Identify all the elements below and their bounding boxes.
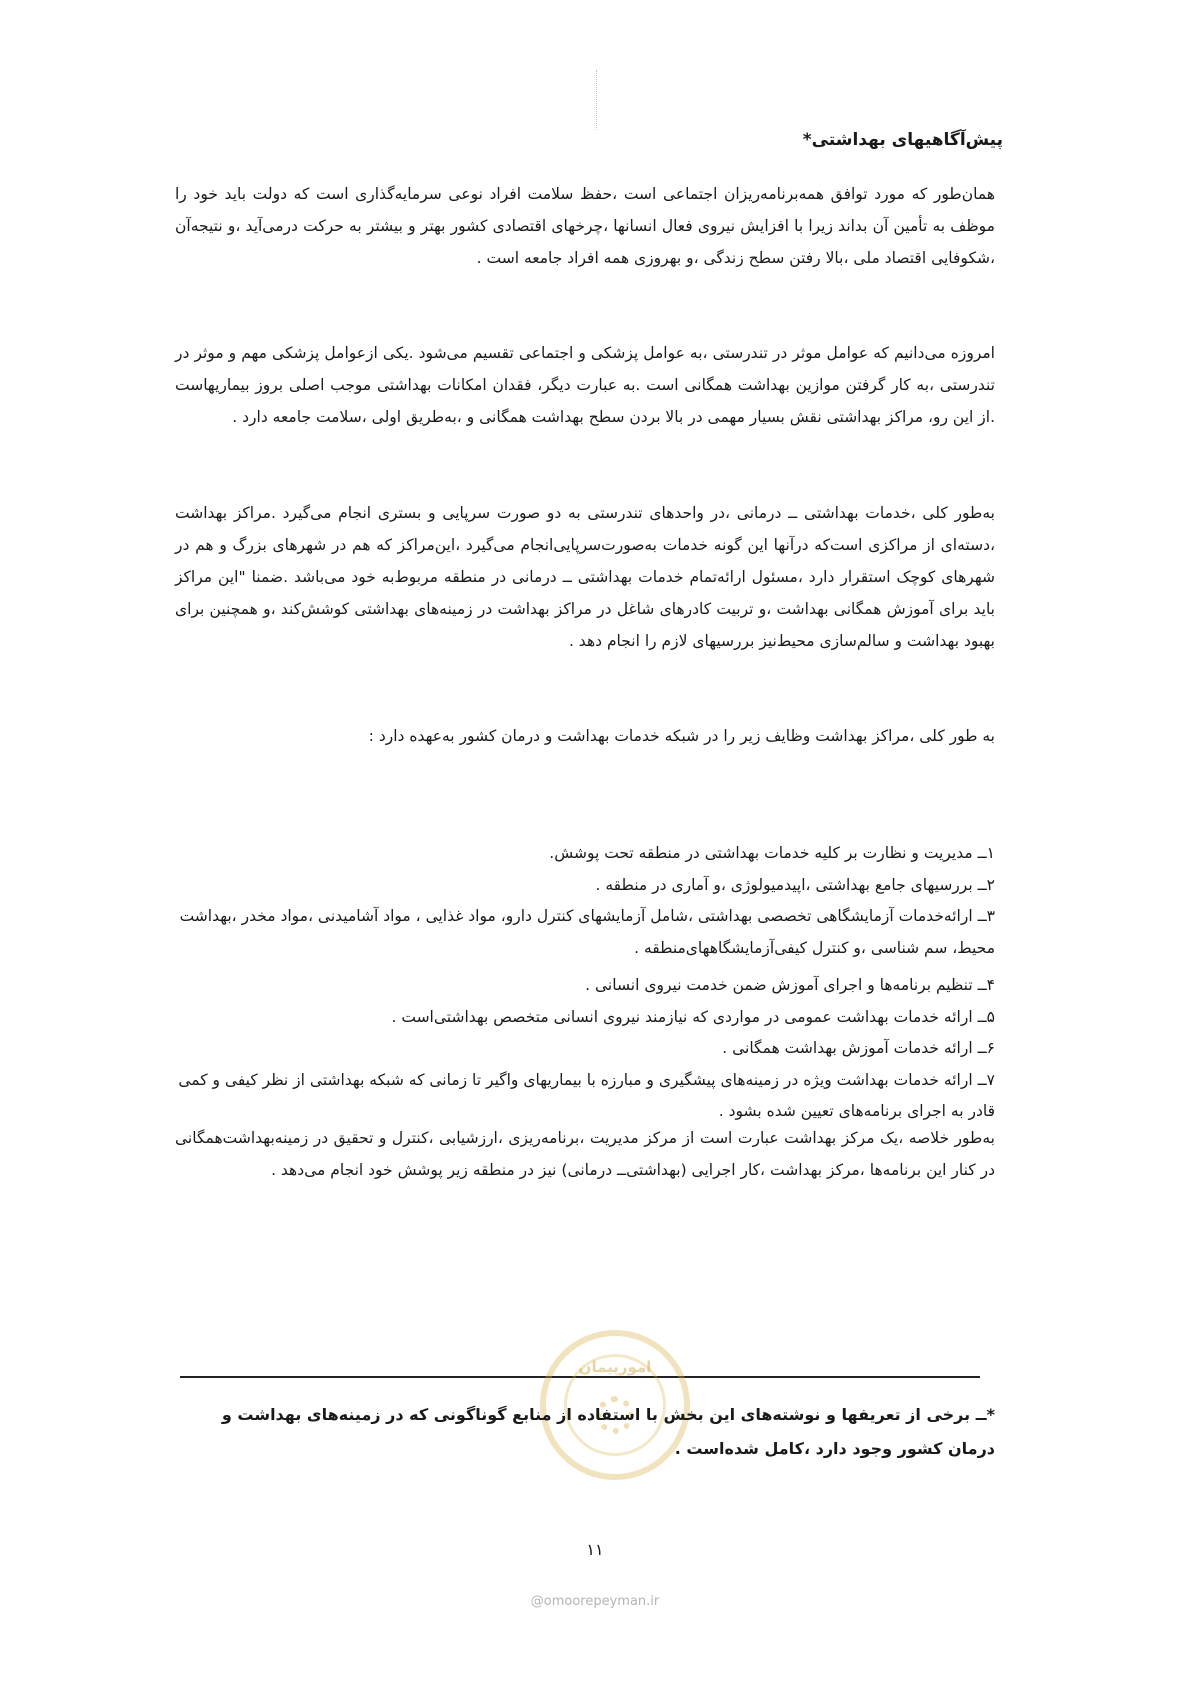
paragraph-text: همان‌طور که مورد توافق همه‌برنامه‌ریزان اجتماعی است ،حفظ سلامت افراد نوعی سرمایه‌گذاری است که دولت باید خود را موظف به تأمین آن بداند زیرا با افزایش نیروی فعال انسانها ،چرخهای اقتصادی کشور بهتر و بیشتر به حرکت درمی‌آید ،و نتیجه‌آن ،شکوفایی اقتصاد ملی ،بالا رفتن سطح زندگی ،و بهروزی همه افراد جامعه است . [175,185,995,267]
paragraph-2 [175,337,995,433]
list-item: ۶ــ ارائه خدمات آموزش بهداشت همگانی . [722,1039,995,1057]
duties-list [175,838,995,1128]
page-title: پیش‌آگاهیهای بهداشتی* [802,130,1003,150]
list-item: ۴ــ تنظیم برنامه‌ها و اجرای آموزش ضمن خدمت نیروی انسانی . [585,976,995,994]
paragraph-4 [175,720,995,752]
footnote-divider [180,1376,980,1378]
watermark-logo-text: امورپیمان [578,1358,652,1376]
list-item: ۷ــ ارائه خدمات بهداشت ویژه در زمینه‌های پیشگیری و مبارزه با بیماریهای واگیر تا زمانی که شبکه بهداشتی از نظر کیفی و کمی قادر به اجرای برنامه‌های تعیین شده بشود . [178,1070,995,1120]
watermark-site-text: @omoorepeyman.ir [530,1594,660,1609]
list-item: ۵ــ ارائه خدمات بهداشت عمومی در مواردی که نیازمند نیروی انسانی متخصص بهداشتی‌است . [391,1007,995,1026]
paragraph-text: به طور کلی ،مراکز بهداشت وظایف زیر را در شبکه خدمات بهداشت و درمان کشور به‌عهده دارد : [368,727,995,745]
list-item: ۱ــ مدیریت و نظارت بر کلیه خدمات بهداشتی در منطقه تحت پوشش. [549,844,995,862]
list-item: ۳ــ ارائه‌خدمات آزمایشگاهی تخصصی بهداشتی ،شامل آزمایشهای کنترل دارو، مواد غذایی ، مواد آشامیدنی ،مواد مخدر ،بهداشت محیط، سم شناسی ،و کنترل کیفی‌آزمایشگاههای‌منطقه . [179,907,995,957]
paragraph-text: به‌طور کلی ،خدمات بهداشتی ــ درمانی ،در واحدهای تندرستی به دو صورت سرپایی و بستری انجام می‌گیرد .مراکز بهداشت ،دسته‌ای از مراکزی است‌که درآنها این گونه خدمات به‌صورت‌سرپایی‌انجام می‌گیرد ،این‌مراکز که هم در شهرهای بزرگ و هم در شهرهای کوچک استقرار دارد ،مسئول ارائه‌تمام خدمات بهداشتی ــ درمانی در منطقه مربوط‌به خود می‌باشد .ضمنا "این مراکز باید برای آموزش همگانی بهداشت ،و تربیت کادرهای شاغل در مراکز بهداشت در زمینه‌های بهداشتی کوشش‌کند ،و همچنین برای بهبود بهداشت و سالم‌سازی محیط‌نیز بررسیهای لازم را انجام دهد . [175,504,995,650]
summary-paragraph [175,1122,995,1186]
footnote: *ــ برخی از تعریفها و نوشته‌های این بخش با استفاده از منابع گوناگونی که در زمینه‌های بهداشت و درمان کشور وجود دارد ،کامل شده‌است . [221,1405,995,1458]
paragraph-text: به‌طور خلاصه ،یک مرکز بهداشت عبارت است از مرکز مدیریت ،برنامه‌ریزی ،ارزشیابی ،کنترل و تحقیق در زمینه‌بهداشت‌همگانی در کنار این برنامه‌ها ،مرکز بهداشت ،کار اجرایی (بهداشتی‌ــ درمانی) نیز در منطقه‌ زیر پوشش خود انجام می‌دهد . [175,1129,995,1179]
paragraph-1 [175,178,995,274]
paragraph-text: امروزه می‌دانیم که عوامل موثر در تندرستی ،به عوامل پزشکی و اجتماعی تقسیم می‌شود .یکی ازعوامل پزشکی مهم و موثر در تندرستی ،به کار گرفتن موازین بهداشت همگانی است .به عبارت دیگر، فقدان امکانات بهداشتی موجب اصلی بروز بیماریهاست .از این رو، مراکز بهداشتی نقش بسیار مهمی در بالا بردن سطح بهداشت همگانی و ،به‌طریق اولی ،سلامت جامعه دارد . [175,344,995,426]
scan-artifact-dots [596,70,597,130]
page-number: ۱۱ [586,1540,604,1559]
paragraph-3 [175,497,995,657]
list-item: ۲ــ بررسیهای جامع بهداشتی ،اپیدمیولوژی ،و آماری در منطقه . [595,875,995,894]
